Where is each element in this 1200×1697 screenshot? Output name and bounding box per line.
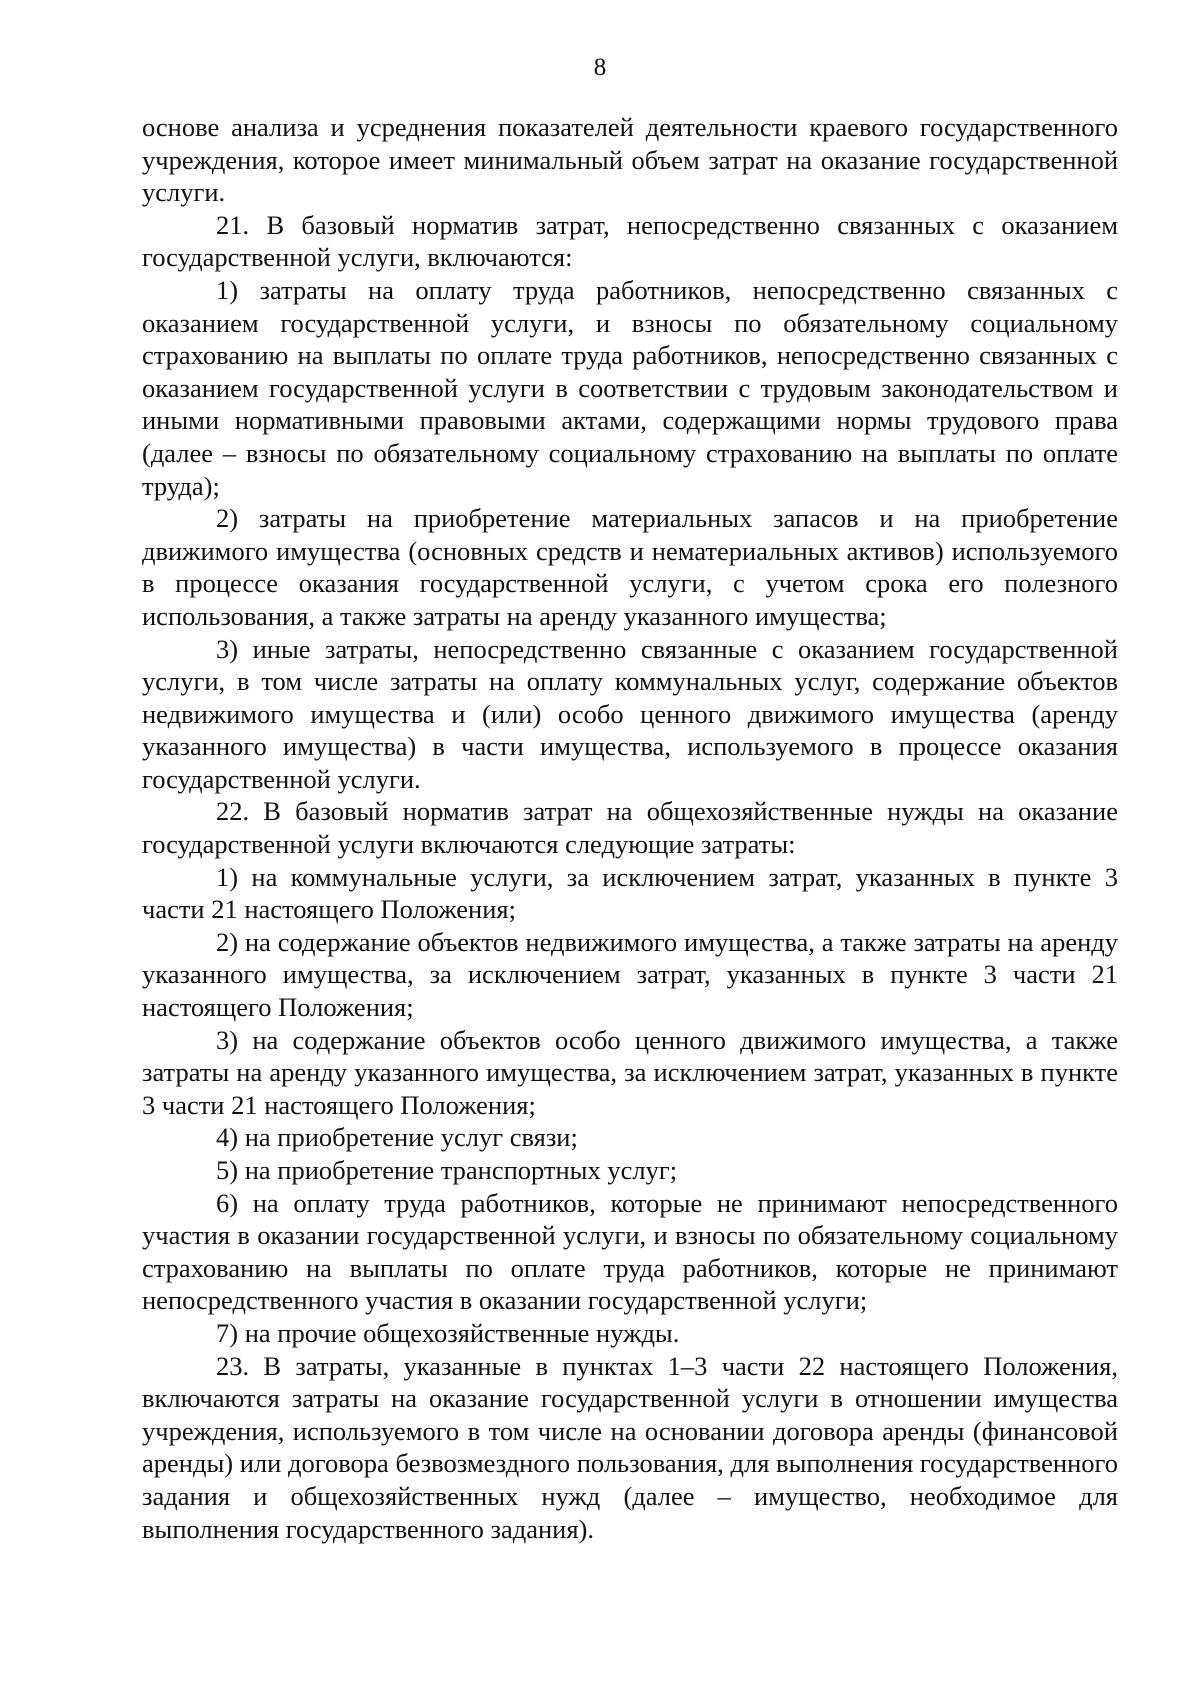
paragraph: 3) на содержание объектов особо ценного движимого имущества, а также затраты на аренду указанного имущества, за исключением затрат, указанных в пункте 3 части 21 настоящего Положения;: [142, 1024, 1118, 1120]
page-number: 8: [593, 54, 607, 81]
document-body: [142, 111, 1118, 1545]
paragraph: 7) на прочие общехозяйственные нужды.: [216, 1317, 680, 1348]
paragraph: 23. В затраты, указанные в пунктах 1–3 части 22 настоящего Положения, включаются затраты на оказание государственной услуги в отношении имущества учреждения, используемого в том числе на основании договора аренды (финансовой аренды) или договора безвозмездного пользования, для выполнения государственного задания и общехозяйственных нужд (далее – имущество, необходимое для выполнения государственного задания).: [142, 1350, 1118, 1544]
paragraph: 2) затраты на приобретение материальных запасов и на приобретение движимого имущества (основных средств и нематериальных активов) используемого в процессе оказания государственной услуги, с учетом срока его полезного использования, а также затраты на аренду указанного имущества;: [142, 503, 1118, 631]
paragraph: 1) на коммунальные услуги, за исключением затрат, указанных в пункте 3 части 21 настоящего Положения;: [142, 861, 1118, 925]
paragraph: основе анализа и усреднения показателей деятельности краевого государственного учреждения, которое имеет минимальный объем затрат на оказание государственной услуги.: [142, 112, 1118, 208]
paragraph: 22. В базовый норматив затрат на общехозяйственные нужды на оказание государственной услуги включаются следующие затраты:: [142, 796, 1118, 860]
paragraph: 21. В базовый норматив затрат, непосредственно связанных с оказанием государственной услуги, включаются:: [142, 209, 1118, 273]
paragraph: 2) на содержание объектов недвижимого имущества, а также затраты на аренду указанного имущества, за исключением затрат, указанных в пункте 3 части 21 настоящего Положения;: [142, 926, 1118, 1023]
paragraph: 4) на приобретение услуг связи;: [216, 1122, 578, 1153]
paragraph: 1) затраты на оплату труда работников, непосредственно связанных с оказанием государственной услуги, и взносы по обязательному социальному страхованию на выплаты по оплате труда работников, непосредственно связанных с оказанием государственной услуги в соответствии с трудовым законодательством и иными нормативными правовыми актами, содержащими нормы трудового права (далее – взносы по обязательному социальному страхованию на выплаты по оплате труда);: [142, 274, 1118, 501]
paragraph: 3) иные затраты, непосредственно связанные с оказанием государственной услуги, в том числе затраты на оплату коммунальных услуг, содержание объектов недвижимого имущества и (или) особо ценного движимого имущества (аренду указанного имущества) в части имущества, используемого в процессе оказания государственной услуги.: [142, 633, 1118, 794]
paragraph: 5) на приобретение транспортных услуг;: [216, 1155, 678, 1185]
paragraph: 6) на оплату труда работников, которые не принимают непосредственного участия в оказании государственной услуги, и взносы по обязательному социальному страхованию на выплаты по оплате труда работников, которые не принимают непосредственного участия в оказании государственной услуги;: [142, 1187, 1118, 1316]
